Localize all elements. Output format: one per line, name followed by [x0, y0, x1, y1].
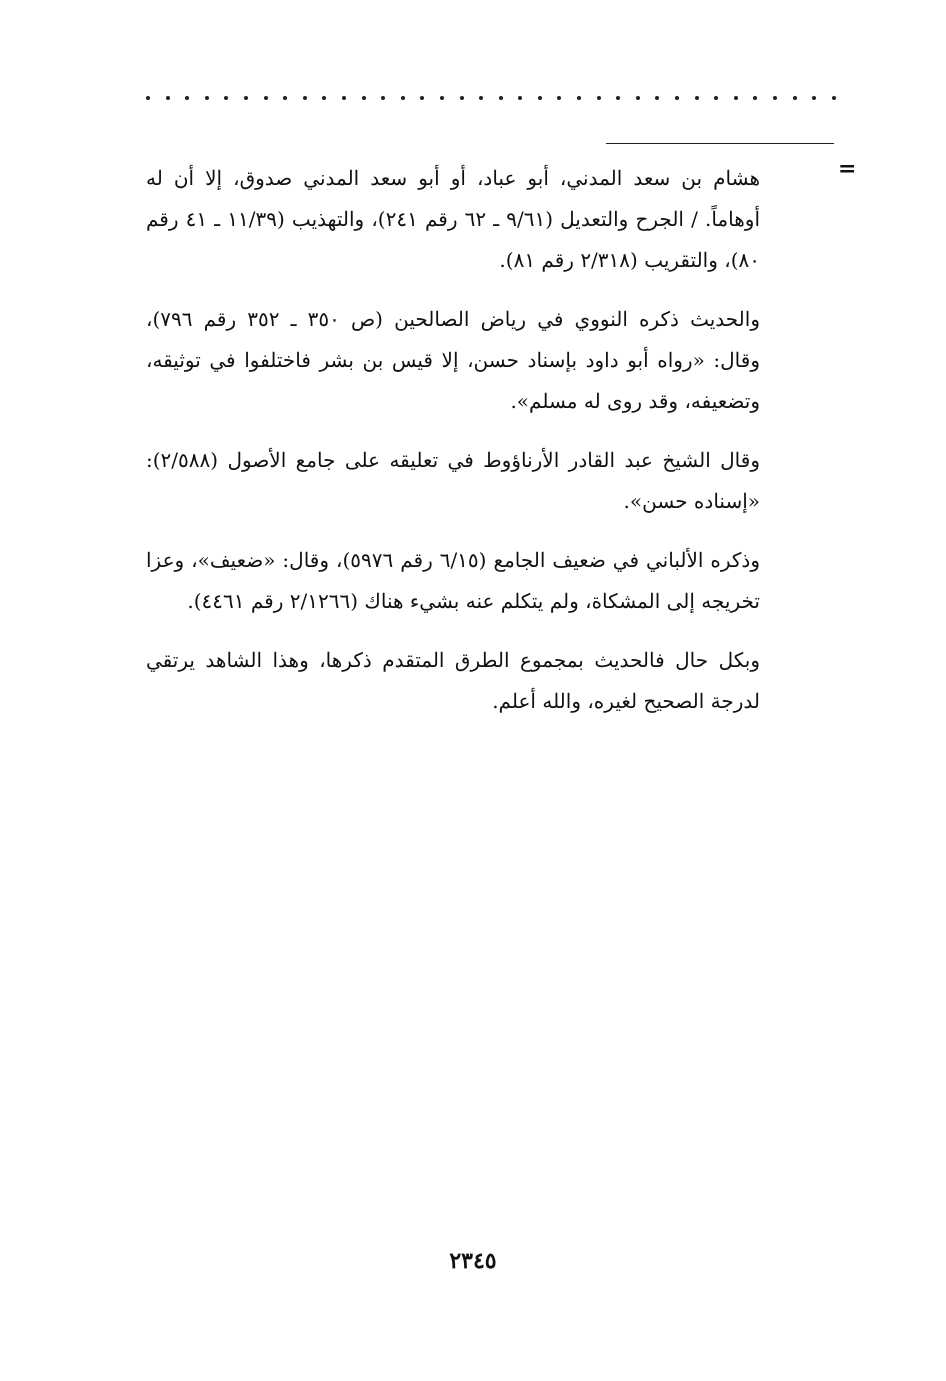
page-number: ٢٣٤٥ — [449, 1248, 497, 1274]
separator-dot — [342, 96, 346, 100]
separator-dot — [283, 96, 287, 100]
separator-dot — [832, 96, 836, 100]
separator-dot — [753, 96, 757, 100]
separator-dot — [655, 96, 659, 100]
footnote-paragraph-3: وقال الشيخ عبد القادر الأرناؤوط في تعليقه على جامع الأصول (٢/٥٨٨): «إسناده حسن». — [146, 448, 760, 513]
separator-dot — [166, 96, 170, 100]
separator-dot — [734, 96, 738, 100]
separator-dot — [616, 96, 620, 100]
separator-dot — [381, 96, 385, 100]
separator-dot — [636, 96, 640, 100]
separator-dot — [420, 96, 424, 100]
dotted-separator — [146, 88, 836, 108]
separator-dot — [401, 96, 405, 100]
footnote-body — [146, 158, 760, 740]
separator-dot — [303, 96, 307, 100]
separator-dot — [675, 96, 679, 100]
separator-dot — [185, 96, 189, 100]
footnote-separator-line — [606, 143, 834, 144]
footnote-paragraph-1: هشام بن سعد المدني، أبو عباد، أو أبو سعد المدني صدوق، إلا أن له أوهاماً. / الجرح والتعديل (٩/٦١ ـ ٦٢ رقم ٢٤١)، والتهذيب (١١/٣٩ ـ ٤١ رقم ٨٠)، والتقريب (٢/٣١٨ رقم ٨١). — [146, 166, 760, 272]
continuation-marker: = — [838, 156, 857, 182]
separator-dot — [597, 96, 601, 100]
footnote-paragraph-2: والحديث ذكره النووي في رياض الصالحين (ص ٣٥٠ ـ ٣٥٢ رقم ٧٩٦)، وقال: «رواه أبو داود بإسناد حسن، إلا قيس بن بشر فاختلفوا في توثيقه، وتضعيفه، وقد روى له مسلم». — [146, 307, 760, 413]
separator-dot — [362, 96, 366, 100]
separator-dot — [205, 96, 209, 100]
separator-dot — [538, 96, 542, 100]
separator-dot — [264, 96, 268, 100]
separator-dot — [557, 96, 561, 100]
separator-dot — [499, 96, 503, 100]
separator-dot — [440, 96, 444, 100]
separator-dot — [695, 96, 699, 100]
separator-dot — [773, 96, 777, 100]
separator-dot — [460, 96, 464, 100]
separator-dot — [244, 96, 248, 100]
separator-dot — [812, 96, 816, 100]
separator-dot — [479, 96, 483, 100]
separator-dot — [793, 96, 797, 100]
separator-dot — [224, 96, 228, 100]
separator-dot — [714, 96, 718, 100]
footnote-paragraph-4: وذكره الألباني في ضعيف الجامع (٦/١٥ رقم ٥٩٧٦)، وقال: «ضعيف»، وعزا تخريجه إلى المشكاة، ولم يتكلم عنه بشيء هناك (٢/١٢٦٦ رقم ٤٤٦١). — [146, 548, 760, 613]
separator-dot — [146, 96, 150, 100]
footnote-paragraph-5: وبكل حال فالحديث بمجموع الطرق المتقدم ذكرها، وهذا الشاهد يرتقي لدرجة الصحيح لغيره، والله أعلم. — [146, 648, 760, 713]
separator-dot — [577, 96, 581, 100]
separator-dot — [518, 96, 522, 100]
separator-dot — [322, 96, 326, 100]
